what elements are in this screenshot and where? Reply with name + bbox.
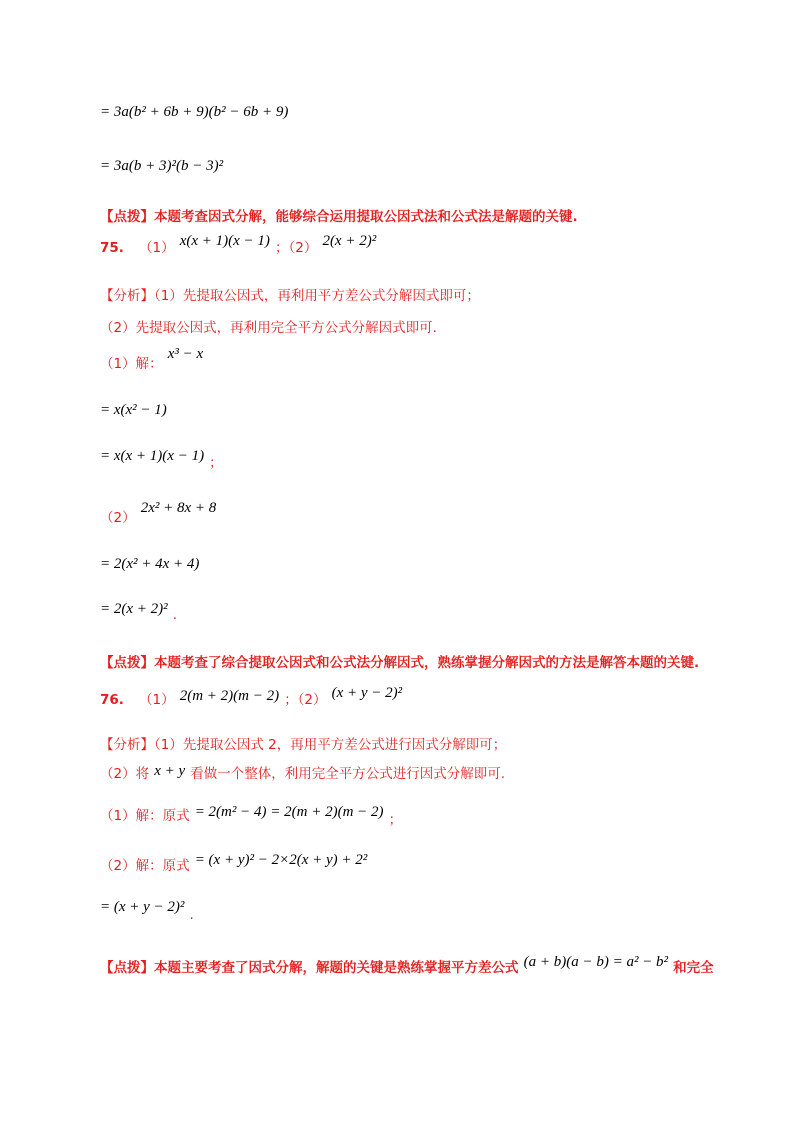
expression: x³ − x [167, 346, 204, 362]
expression: (a + b)(a − b) = a² − b² [523, 954, 669, 970]
solution-line [100, 800, 403, 828]
analysis-text: （2）将 [100, 766, 150, 782]
equation-row [100, 444, 223, 471]
punctuation: ； [209, 455, 223, 471]
solution-line [100, 496, 217, 526]
answer-formula: 2(m + 2)(m − 2) [179, 688, 280, 704]
solution-label: （2）解：原式 [100, 858, 190, 874]
answer-line-75 [100, 233, 377, 257]
equation-line: = x(x + 1)(x − 1) [100, 448, 205, 464]
expression: = 2(m² − 4) = 2(m + 2)(m − 2) [194, 804, 384, 820]
equation-line: = 2(x + 2)² [100, 601, 168, 617]
question-number: 75. [100, 240, 124, 256]
tip-text: 和完全 [673, 960, 714, 976]
expression: = (x + y)² − 2×2(x + y) + 2² [194, 852, 368, 868]
solution-label: （1）解： [100, 356, 163, 372]
analysis-text: 看做一个整体，利用完全平方公式进行因式分解即可. [190, 766, 506, 782]
answer-formula: 2(x + 2)² [322, 233, 377, 249]
punctuation: . [189, 907, 194, 923]
tip-paragraph: 【点拨】本题考查了综合提取公因式和公式法分解因式，熟练掌握分解因式的方法是解答本题的关键. [100, 655, 700, 671]
equation-row [100, 598, 178, 623]
answer-formula: x(x + 1)(x − 1) [179, 233, 270, 249]
part-separator: ；（2） [284, 692, 327, 708]
solution-line [100, 848, 368, 874]
punctuation: ； [388, 812, 403, 828]
analysis-paragraph: （2）先提取公因式，再利用完全平方公式分解因式即可. [100, 320, 437, 336]
answer-line-76 [100, 685, 403, 709]
tip-text: 【点拨】本题主要考查了因式分解，解题的关键是熟练掌握平方差公式 [100, 960, 519, 976]
part-label: （1） [139, 240, 175, 256]
tip-paragraph: 【点拨】本题考查因式分解，能够综合运用提取公因式法和公式法是解题的关键. [100, 209, 578, 225]
answer-formula: (x + y − 2)² [331, 685, 403, 701]
question-number: 76. [100, 692, 124, 708]
solution-label: （1）解：原式 [100, 808, 190, 824]
equation-line: = 3a(b² + 6b + 9)(b² − 6b + 9) [100, 104, 289, 120]
expression: x + y [154, 763, 186, 779]
analysis-paragraph [100, 762, 505, 783]
punctuation: . [172, 607, 178, 623]
equation-line: = (x + y − 2)² [100, 899, 185, 915]
equation-row [100, 896, 194, 923]
part-label: （1） [139, 692, 175, 708]
equation-line: = 3a(b + 3)²(b − 3)² [100, 158, 224, 174]
tip-paragraph [100, 950, 714, 976]
equation-line: = x(x² − 1) [100, 402, 167, 418]
equation-line: = 2(x² + 4x + 4) [100, 556, 200, 572]
expression: 2x² + 8x + 8 [140, 500, 217, 516]
part-separator: ；（2） [275, 240, 318, 256]
analysis-paragraph: 【分析】（1）先提取公因式，再利用平方差公式分解因式即可； [100, 288, 480, 304]
solution-label: （2） [100, 510, 136, 526]
analysis-paragraph: 【分析】（1）先提取公因式 2，再用平方差公式进行因式分解即可； [100, 737, 507, 753]
solution-line [100, 346, 204, 373]
